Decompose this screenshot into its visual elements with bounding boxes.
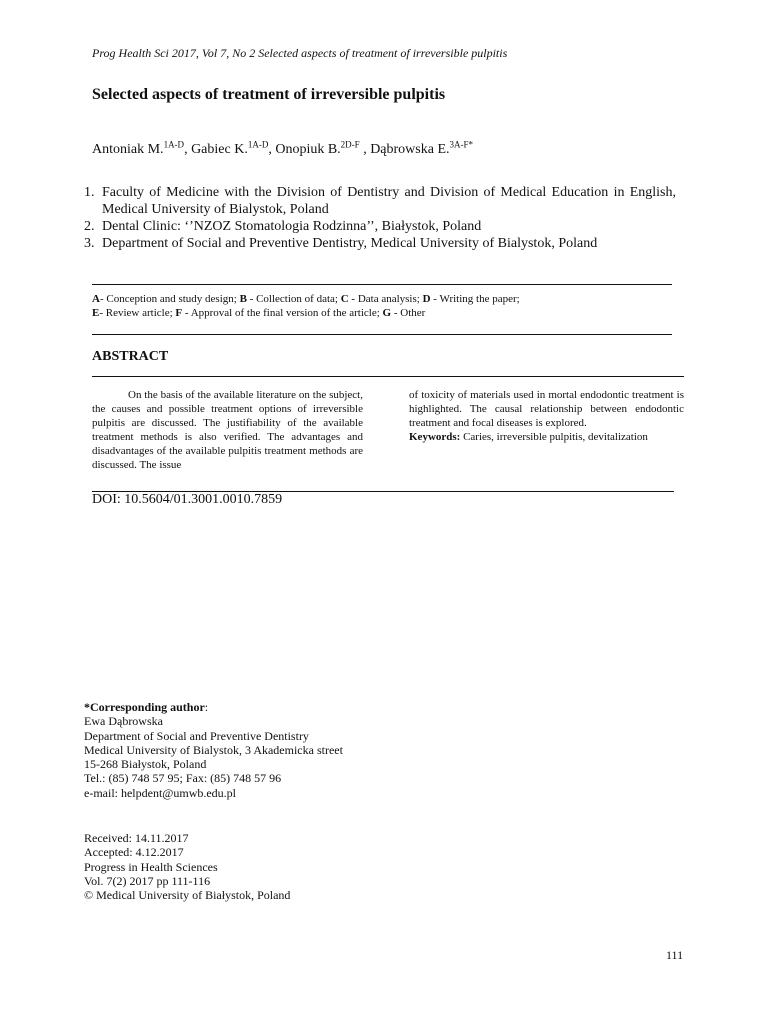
affiliation-number: 3.	[84, 236, 95, 251]
author-affiliation-sup: 2D-F	[340, 139, 360, 150]
received-date: Received: 14.11.2017	[84, 831, 189, 845]
corresponding-author-city: 15-268 Białystok, Poland	[84, 757, 207, 772]
contribution-desc: - Approval of the final version of the article;	[182, 307, 383, 319]
divider	[92, 334, 672, 335]
author-separator: ,	[359, 142, 371, 157]
affiliation-number: 1.	[84, 185, 95, 200]
contribution-desc: - Review article;	[99, 307, 176, 319]
keywords-text: Caries, irreversible pulpitis, devitalization	[460, 431, 648, 443]
keywords-label: Keywords:	[409, 431, 461, 443]
copyright: © Medical University of Białystok, Poland	[84, 888, 291, 903]
divider	[92, 376, 684, 377]
corresponding-author-block	[84, 700, 343, 800]
contribution-desc: - Conception and study design;	[99, 293, 240, 305]
affiliation-text: Dental Clinic: ‘’NZOZ Stomatologia Rodzinna’’, Białystok, Poland	[102, 219, 482, 234]
author-separator: ,	[184, 142, 192, 157]
contribution-desc: - Writing the paper;	[430, 293, 520, 305]
contribution-line	[92, 306, 672, 320]
corresponding-author-heading	[84, 700, 343, 714]
author-name: Antoniak M.	[92, 142, 164, 157]
author-separator: ,	[268, 142, 276, 157]
author-affiliation-sup: 1A-D	[247, 139, 269, 150]
corresponding-author-address: Medical University of Bialystok, 3 Akademicka street	[84, 742, 343, 757]
abstract-text: of toxicity of materials used in mortal endodontic treatment is highlighted. The causal relationship between endodontic treatment and focal diseases is explored.	[409, 389, 684, 429]
corresponding-author-phone: Tel.: (85) 748 57 95; Fax: (85) 748 57 96	[84, 771, 282, 786]
contribution-key: C	[340, 293, 349, 305]
affiliation-item	[84, 218, 676, 235]
author-name: Onopiuk B.	[275, 142, 341, 157]
journal-name: Progress in Health Sciences	[84, 859, 218, 874]
page-number: 111	[666, 948, 684, 962]
contribution-desc: - Other	[391, 307, 426, 319]
affiliation-list	[84, 184, 676, 252]
author-affiliation-sup: 3A-F*	[449, 139, 474, 150]
divider	[92, 284, 672, 285]
doi: DOI: 10.5604/01.3001.0010.7859	[92, 492, 283, 507]
publication-info	[84, 831, 290, 902]
corresponding-author-label: *Corresponding author	[84, 700, 205, 714]
article-title: Selected aspects of treatment of irreversible pulpitis	[92, 86, 446, 103]
volume-pages: Vol. 7(2) 2017 pp 111-116	[84, 873, 211, 888]
corresponding-author-email: e-mail: helpdent@umwb.edu.pl	[84, 785, 237, 800]
contribution-key: G	[382, 307, 392, 319]
abstract-text: On the basis of the available literature on the subject, the causes and possible treatment options of irreversible pulpitis are discussed. The justifiability of the available treatment methods is also verified. The advantages and disadvantages of the available pulpitis treatment methods are discussed. The issue	[92, 389, 363, 471]
corresponding-author-department: Department of Social and Preventive Dentistry	[84, 728, 309, 743]
contribution-key: F	[175, 307, 183, 319]
author-name: Dąbrowska E.	[370, 142, 450, 157]
contribution-key: B	[239, 293, 247, 305]
contribution-line	[92, 292, 672, 306]
affiliation-text: Department of Social and Preventive Dentistry, Medical University of Bialystok, Poland	[102, 236, 598, 251]
running-header: Prog Health Sci 2017, Vol 7, No 2 Selected aspects of treatment of irreversible pulpitis	[92, 46, 508, 60]
contribution-desc: - Collection of data;	[246, 293, 341, 305]
author-name: Gabiec K.	[191, 142, 248, 157]
abstract-column-right	[409, 388, 684, 444]
affiliation-item	[84, 235, 676, 252]
author-list	[92, 139, 474, 158]
corresponding-author-name: Ewa Dąbrowska	[84, 714, 163, 729]
contribution-key: A	[92, 293, 100, 305]
affiliation-number: 2.	[84, 219, 95, 234]
contribution-desc: - Data analysis;	[348, 293, 423, 305]
corresponding-author-colon: :	[204, 700, 209, 714]
accepted-date: Accepted: 4.12.2017	[84, 845, 184, 860]
abstract-column-left	[92, 388, 363, 472]
affiliation-item	[84, 184, 676, 218]
author-contribution-legend	[92, 292, 672, 320]
affiliation-text: Faculty of Medicine with the Division of Dentistry and Division of Medical Education in English, Medical University of Bialystok, Poland	[102, 185, 676, 217]
abstract-heading: ABSTRACT	[92, 349, 169, 364]
author-affiliation-sup: 1A-D	[163, 139, 185, 150]
contribution-key: D	[422, 293, 431, 305]
keywords	[409, 430, 684, 444]
contribution-key: E	[92, 307, 100, 319]
